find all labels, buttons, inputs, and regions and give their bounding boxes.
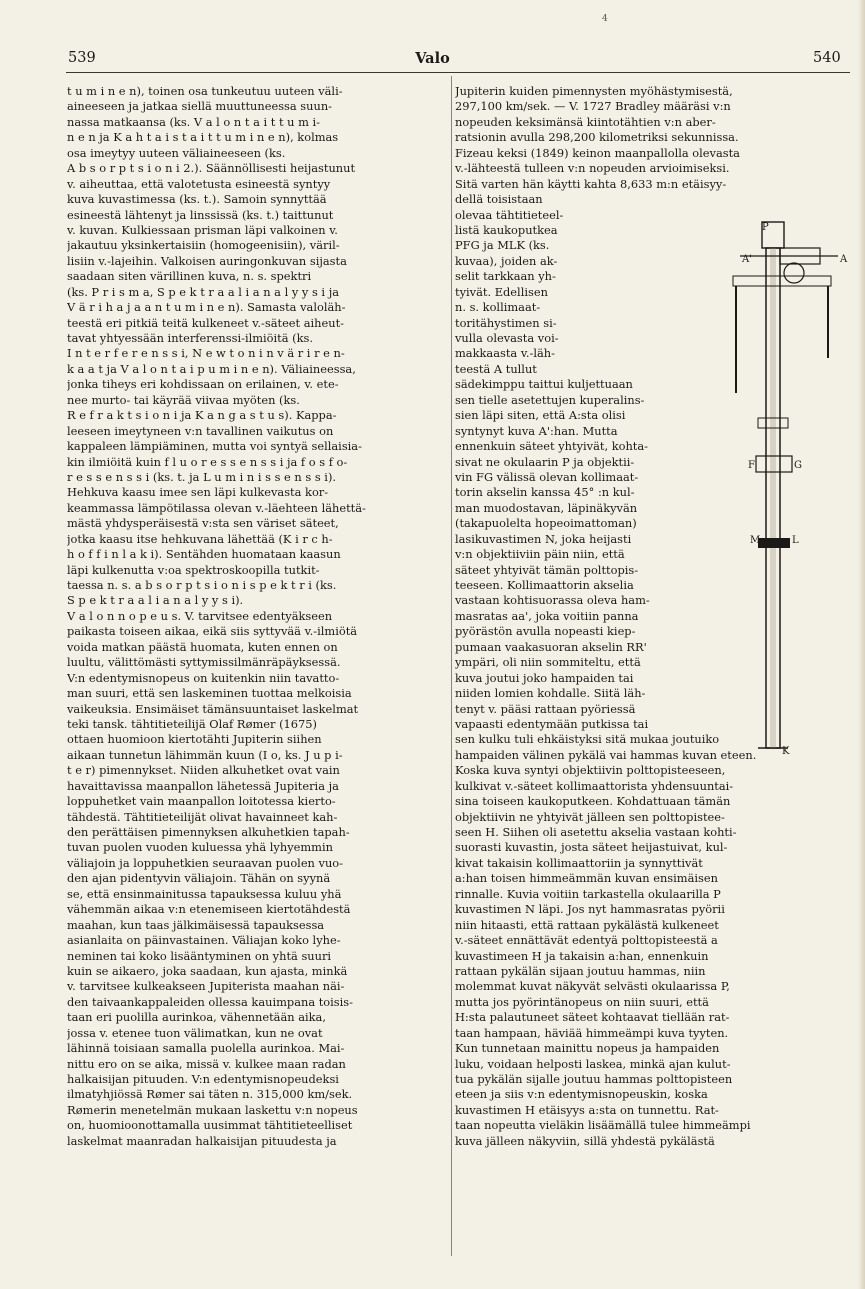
text-line: kuva jälleen näkyviin, sillä yhdestä pykälästä [455,1133,715,1148]
text-line: havaittavissa maanpallon lähetessä Jupiteria ja [67,778,339,793]
text-line: loppuhetket vain maanpallon loitotessa kierto- [67,794,336,809]
text-line: keammassa lämpötilassa olevan v.-läehteen lähettä- [67,500,366,515]
left-page-number: 539 [68,50,96,66]
column-divider [451,76,452,1256]
text-line: V:n edentymisnopeus on kuitenkin niin tavatto- [67,670,340,685]
text-line: kuvastimen H etäisyys a:sta on tunnettu. Rat- [455,1102,719,1117]
text-line: saadaan siten värillinen kuva, n. s. spektri [67,269,312,284]
text-line: niiden lomien kohdalle. Siitä läh- [455,686,646,701]
text-line: luku, voidaan helposti laskea, minkä ajan kulut- [455,1056,731,1071]
text-line: se, että ensinmainitussa tapauksessa kuluu yhä [67,886,342,901]
text-line: n e n ja K a h t a i s t a i t t u m i n e n), kolmas [67,130,339,145]
text-line: pumaan vaakasuoran akselin RR' [455,639,647,654]
text-line: sien läpi siten, että A:sta olisi [455,408,626,423]
text-line: aikaan tunnetun lähimmän kuun (I o, ks. J u p i- [67,747,343,762]
text-line: vapaasti edentymään putkissa tai [455,716,649,731]
text-line: R e f r a k t s i o n i ja K a n g a s t u s). Kappa- [67,408,337,423]
text-line: v. kuvan. Kulkiessaan prisman läpi valkoinen v. [67,222,338,237]
text-line: (takapuolelta hopeoimattoman) [455,516,637,531]
text-line: r e s s e n s s i (ks. t. ja L u m i n i s s e n s s i). [67,469,337,484]
text-line: k a a t ja V a l o n t a i p u m i n e n). Väliaineessa, [67,361,356,376]
text-line: rattaan pykälän sijaan joutuu hammas, niin [455,963,706,978]
text-line: leeseen imeytyneen v:n tavallinen vaikutus on [67,423,334,438]
gear-wheel [784,263,804,283]
text-line: v.-lähteestä tulleen v:n nopeuden arvioimiseksi. [455,161,730,176]
text-line: Kun tunnetaan mainittu nopeus ja hampaiden [455,1041,720,1056]
text-line: Fizeau keksi (1849) keinon maanpallolla olevasta [455,145,740,160]
text-line: teestä A tullut [455,361,537,376]
text-line: molemmat kuvat näkyvät selvästi okulaarissa P, [455,979,730,994]
text-line: kappaleen lämpiäminen, mutta voi syntyä sellaisia- [67,439,362,454]
text-line: H:sta palautuneet säteet kohtaavat tiellään rat- [455,1010,730,1025]
text-line: ilmatyhjiössä Rømer sai täten n. 315,000 km/sek. [67,1087,353,1102]
text-line: nee murto- tai käyrää viivaa myöten (ks. [67,392,300,407]
label-a: A [840,254,848,265]
text-line: t e r) pimennykset. Niiden alkuhetket ovat vain [67,763,340,778]
text-line: taan hampaan, häviää himmeämpi kuva tyyten. [455,1025,729,1040]
text-line: listä kaukoputkea [455,222,558,237]
text-line: torin akselin kanssa 45° :n kul- [455,485,635,500]
text-line: rinnalle. Kuvia voitiin tarkastella okulaarilla P [455,886,721,901]
text-line: S p e k t r a a l i a n a l y y s i). [67,593,244,608]
page-title: Valo [415,50,450,67]
right-page-number: 540 [813,50,841,66]
text-line: Koska kuva syntyi objektiivin polttopisteeseen, [455,763,726,778]
text-line: man suuri, että sen laskeminen tuottaa melkoisia [67,686,352,701]
text-line: v:n objektiiviin päin niin, että [455,547,625,562]
text-line: Hehkuva kaasu imee sen läpi kulkevasta kor- [67,485,329,500]
text-line: paikasta toiseen aikaa, eikä siis syttyvää v.-ilmiötä [67,624,358,639]
text-line: V ä r i h a j a a n t u m i n e n). Samasta valoläh- [67,300,346,315]
text-line: Rømerin menetelmän mukaan laskettu v:n nopeus [67,1102,358,1117]
text-line: kuva joutui joko hampaiden tai [455,670,634,685]
text-line: den ajan pidentyvin väliajoin. Tähän on syynä [67,871,331,886]
text-line: den perättäisen pimennyksen alkuhetkien tapah- [67,825,350,839]
text-line: nittu ero on se aika, missä v. kulkee maan radan [67,1056,346,1071]
text-line: jonka tiheys eri kohdissaan on erilainen, v. ete- [67,377,339,392]
text-line: syntynyt kuva A':han. Mutta [455,423,618,438]
mount-ml [758,538,790,548]
label-l: L [792,535,799,546]
text-line: lisiin v.-lajeihin. Valkoisen auringonkuvan sijasta [67,253,347,268]
text-line: hampaiden välinen pykälä vai hammas kuvan eteen. [455,747,757,762]
text-line: 297,100 km/sek. — V. 1727 Bradley määräsi v:n [455,99,731,114]
text-line: makkaasta v.-läh- [455,346,555,361]
text-line: PFG ja MLK (ks. [455,238,550,253]
text-line: tua pykälän sijalle joutuu hammas polttopisteen [455,1072,733,1086]
text-line: masratas aa', joka voitiin panna [455,608,639,623]
text-line: n. s. kollimaat- [455,300,541,315]
text-line: neminen tai koko lisääntyminen on yhtä suuri [67,948,332,963]
text-line: maahan, kun taas jälkimäisessä tapauksessa [67,917,325,932]
text-line: läpi kulkenutta v:oa spektroskoopilla tutkit- [67,562,320,577]
text-line: ennenkuin säteet yhtyivät, kohta- [455,439,649,454]
label-p: P [762,222,769,233]
text-line: Jupiterin kuiden pimennysten myöhästymisestä, [455,84,733,98]
text-line: tavat yhtyessään interferenssi-ilmiöitä (ks. [67,331,313,345]
text-line: teestä eri pitkiä teitä kulkeneet v.-säteet aiheut- [67,315,345,330]
text-line: aineeseen ja jatkaa siellä muuttuneessa suun- [67,99,332,114]
text-line: lähinnä toisiaan samalla puolella aurinkoa. Mai- [67,1041,345,1056]
text-line: taessa n. s. a b s o r p t s i o n i s p e k t r i (ks. [67,578,337,592]
text-line: esineestä lähtenyt ja linssissä (ks. t.) taittunut [67,207,334,222]
text-line: jotka kaasu itse hehkuvana lähettää (K i r c h- [67,531,333,546]
text-line: dellä toisistaan [455,192,543,207]
text-line: vulla olevasta voi- [455,331,559,345]
text-line: niin hitaasti, että rattaan pykälästä kulkeneet [455,917,719,932]
text-line: vin FG välissä olevan kollimaat- [455,469,639,484]
text-line: jakautuu yksinkertaisiin (homogeenisiin), väril- [67,238,340,253]
header-rule [66,72,850,73]
text-line: tuvan puolen vuoden kuluessa yhä lyhyemmin [67,840,333,855]
text-line: voida matkan päästä huomata, kuten ennen on [67,639,338,654]
text-line: selit tarkkaan yh- [455,269,556,284]
text-line: taan nopeutta vieläkin lisäämällä tulee himmeämpi [455,1118,751,1133]
text-line: Sitä varten hän käytti kahta 8,633 m:n etäisyy- [455,176,727,191]
text-line: (ks. P r i s m a, S p e k t r a a l i a n a l y y s i ja [67,284,340,299]
text-line: a:han toisen himmeämmän kuvan ensimäisen [455,871,718,886]
text-line: v. tarvitsee kulkeakseen Jupiterista maahan näi- [67,979,345,994]
text-line: kuvastimeen H ja takaisin a:han, ennenkuin [455,948,709,963]
text-line: seen H. Siihen oli asetettu akselia vastaan kohti- [455,825,737,839]
text-line: sivat ne okulaarin P ja objektii- [455,454,635,469]
label-g: G [794,460,802,471]
text-line: ympäri, oli niin sommiteltu, että [455,655,641,670]
text-line: luultu, välittömästi syttymissilmänräpäyksessä. [67,655,341,670]
text-line: den taivaankappaleiden ollessa kauimpana toisis- [67,994,353,1009]
text-line: tenyt v. pääsi rattaan pyöriessä [455,701,636,716]
left-column [67,84,447,1149]
text-line: v.-säteet ennättävät edentyä polttopisteestä a [455,933,718,948]
text-line: kulkivat v.-säteet kollimaattorista yhdensuuntai- [455,778,734,793]
text-line: teki tansk. tähtitieteilijä Olaf Rømer (1675) [67,716,317,731]
text-line: tähdestä. Tähtitieteilijät olivat havainneet kah- [67,809,338,824]
text-line: sen kulku tuli ehkäistyksi sitä mukaa joutuiko [455,732,720,747]
text-line: nopeuden keksimänsä kiintotähtien v:n aber- [455,114,716,129]
text-line: kuin se aikaero, joka saadaan, kun ajasta, minkä [67,963,348,978]
text-line: kuva kuvastimessa (ks. t.). Samoin synnyttää [67,192,327,207]
text-line: kin ilmiöitä kuin f l u o r e s s e n s s i ja f o s f o- [67,454,348,469]
text-line: teeseen. Kollimaattorin akselia [455,578,634,592]
text-line: kivat takaisin kollimaattoriin ja synnyttivät [455,855,703,870]
text-line: V a l o n n o p e u s. V. tarvitsee edentyäkseen [67,608,333,623]
text-line: mästä yhdysperäisestä v:sta sen väriset säteet, [67,516,339,531]
text-line: kuvastimen N läpi. Jos nyt hammasratas pyörii [455,902,725,917]
gear-frame [733,276,831,286]
text-line: tyivät. Edellisen [455,284,548,299]
text-line: pyörästön avulla nopeasti kiep- [455,624,636,639]
label-m: M [750,535,761,546]
text-line: vähemmän aikaa v:n etenemiseen kiertotähdestä [67,902,351,917]
text-line: vaikeuksia. Ensimäiset tämänsuuntaiset laskelmat [67,701,359,716]
label-f: F [748,460,755,471]
label-a-prime: A' [742,254,752,265]
text-line: taan eri puolilla aurinkoa, vähennetään aika, [67,1010,326,1025]
text-line: osa imeytyy uuteen väliaineeseen (ks. [67,145,286,160]
text-line: on, huomioonottamalla uusimmat tähtitieteelliset [67,1118,353,1133]
page-mark: 4 [602,14,608,24]
text-line: eteen ja siis v:n edentymisnopeuskin, koska [455,1087,708,1102]
text-line: laskelmat maanradan halkaisijan pituudesta ja [67,1133,337,1148]
text-line: h o f f i n l a k i). Sentähden huomataan kaasun [67,547,341,562]
text-line: man muodostavan, läpinäkyvän [455,500,638,515]
text-line: asianlaita on päinvastainen. Väliajan koko lyhe- [67,933,341,948]
label-k: K [782,746,790,757]
text-line: A b s o r p t s i o n i 2.). Säännöllisesti heijastunut [67,161,356,176]
text-line: I n t e r f e r e n s s i, N e w t o n i n v ä r i r e n- [67,346,345,361]
text-line: halkaisijan pituuden. V:n edentymisnopeudeksi [67,1072,339,1086]
text-line: sina toiseen kaukoputkeen. Kohdattuaan tämän [455,794,731,809]
text-line: vastaan kohtisuorassa oleva ham- [455,593,650,608]
text-line: v. aiheuttaa, että valotetusta esineestä syntyy [67,176,331,191]
text-line: toritähystimen si- [455,315,557,330]
page-header [0,50,865,72]
text-line: suorasti kuvastin, josta säteet heijastuivat, kul- [455,840,728,855]
text-line: sen tielle asetettujen kuperalins- [455,392,645,407]
text-line: väliajoin ja loppuhetkien seuraavan puolen vuo- [67,855,343,870]
text-line: ottaen huomioon kiertotähti Jupiterin siihen [67,732,322,747]
text-line: säteet yhtyivät tämän polttopis- [455,562,639,577]
text-line: sädekimppu taittui kuljettuaan [455,377,633,392]
text-line: kuvaa), joiden ak- [455,253,558,268]
text-line: lasikuvastimen N, joka heijasti [455,531,632,546]
text-line: jossa v. etenee tuon välimatkan, kun ne ovat [67,1025,323,1040]
text-line: nassa matkaansa (ks. V a l o n t a i t t u m i- [67,114,321,129]
collimator-bore [770,248,776,748]
fizeau-apparatus-figure [728,218,852,758]
text-line: ratsionin avulla 298,200 kilometriksi sekunnissa. [455,130,739,145]
text-line: mutta jos pyörintänopeus on niin suuri, että [455,994,709,1009]
page-edge [858,0,865,1289]
text-line: olevaa tähtitieteel- [455,207,564,222]
text-line: objektiivin ne yhtyivät jälleen sen polttopistee- [455,809,725,824]
text-line: t u m i n e n), toinen osa tunkeutuu uuteen väli- [67,84,343,98]
